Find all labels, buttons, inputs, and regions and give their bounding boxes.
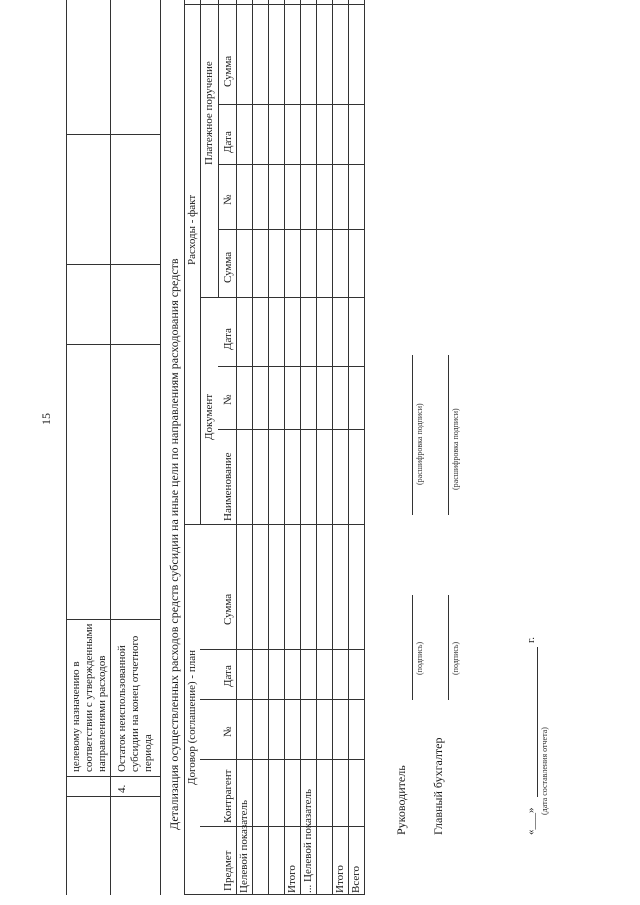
col-plan-no: № bbox=[222, 726, 234, 737]
detail-line bbox=[218, 0, 219, 298]
row-total-2: Итого bbox=[334, 865, 346, 893]
detail-line bbox=[332, 0, 333, 895]
col-contractor: Контрагент bbox=[222, 769, 234, 823]
accountant-decode-caption: (расшифровка подписи) bbox=[451, 408, 460, 490]
detail-line bbox=[200, 699, 364, 700]
detail-line bbox=[300, 0, 301, 895]
detail-line bbox=[184, 524, 364, 525]
top-table-line bbox=[66, 264, 160, 265]
col-subject: Предмет bbox=[222, 850, 234, 891]
accountant-decode-line bbox=[448, 355, 449, 515]
col-pay-sum: Сумма bbox=[222, 55, 234, 87]
row-a-line-1: целевому назначению в bbox=[70, 661, 82, 772]
detail-line bbox=[184, 0, 185, 895]
detail-line bbox=[200, 0, 201, 525]
row-a-line-3: направлениями расходов bbox=[96, 655, 108, 772]
payment-header: Платежное поручение bbox=[203, 61, 215, 165]
detail-line bbox=[218, 164, 364, 165]
detail-line bbox=[184, 4, 364, 5]
plan-header: Договор (соглашение) - план bbox=[186, 650, 198, 785]
top-table-line bbox=[66, 344, 160, 345]
col-plan-sum: Сумма bbox=[222, 593, 234, 625]
detail-line bbox=[200, 297, 364, 298]
head-sign-caption: (подпись) bbox=[415, 641, 424, 675]
col-pay-no: № bbox=[222, 194, 234, 205]
fact-header: Расходы - факт bbox=[186, 194, 198, 265]
detail-line bbox=[218, 104, 364, 105]
col-doc-no: № bbox=[222, 394, 234, 405]
detail-line bbox=[252, 0, 253, 895]
date-caption: (дата составления отчета) bbox=[540, 727, 549, 815]
accountant-label: Главный бухгалтер bbox=[431, 737, 445, 835]
row-b-line-3: периода bbox=[142, 734, 154, 772]
col-doc-name: Наименование bbox=[222, 452, 234, 521]
col-pay-date: Дата bbox=[222, 131, 234, 153]
accountant-sign-line bbox=[448, 595, 449, 700]
row-a-line-2: соответствии с утвержденными bbox=[83, 623, 95, 772]
top-table-line bbox=[66, 776, 160, 777]
detail-line bbox=[316, 0, 317, 895]
row-b-line-1: Остаток неиспользованной bbox=[116, 645, 128, 772]
detail-line bbox=[218, 229, 364, 230]
accountant-sign-caption: (подпись) bbox=[451, 641, 460, 675]
date-year-suffix: г. bbox=[525, 636, 537, 643]
head-decode-line bbox=[412, 355, 413, 515]
detail-line bbox=[184, 894, 364, 895]
detail-line bbox=[284, 0, 285, 895]
detail-title: Детализация осуществленных расходов средств субсидии на иные цели по направлениям расходования средств bbox=[167, 258, 181, 830]
top-table-line bbox=[66, 619, 160, 620]
row-indicator-2: ... Целевой показатель bbox=[302, 788, 314, 893]
head-decode-caption: (расшифровка подписи) bbox=[415, 403, 424, 485]
detail-line bbox=[200, 759, 364, 760]
top-table-line bbox=[66, 134, 160, 135]
col-doc-date: Дата bbox=[222, 328, 234, 350]
head-label: Руководитель bbox=[394, 765, 408, 835]
detail-line bbox=[200, 649, 364, 650]
detail-line bbox=[364, 0, 365, 895]
top-table-line bbox=[66, 796, 160, 797]
detail-line bbox=[348, 0, 349, 895]
document-header: Документ bbox=[203, 393, 215, 440]
row-indicator: Целевой показатель bbox=[238, 799, 250, 893]
top-table-line bbox=[160, 0, 161, 895]
col-plan-date: Дата bbox=[222, 665, 234, 687]
row-grand-total: Всего bbox=[350, 866, 362, 893]
head-sign-line bbox=[412, 595, 413, 700]
row-b-number: 4. bbox=[116, 784, 128, 793]
date-line bbox=[537, 647, 538, 797]
detail-line bbox=[200, 826, 364, 827]
detail-line bbox=[218, 429, 364, 430]
row-b-line-2: субсидии на конец отчетного bbox=[129, 635, 141, 772]
date-quote: «___» bbox=[525, 807, 537, 835]
detail-line bbox=[218, 366, 364, 367]
detail-line bbox=[236, 0, 237, 895]
col-fact-sum: Сумма bbox=[222, 251, 234, 283]
detail-line bbox=[268, 0, 269, 895]
page-number: 15 bbox=[39, 413, 53, 425]
row-total: Итого bbox=[286, 865, 298, 893]
